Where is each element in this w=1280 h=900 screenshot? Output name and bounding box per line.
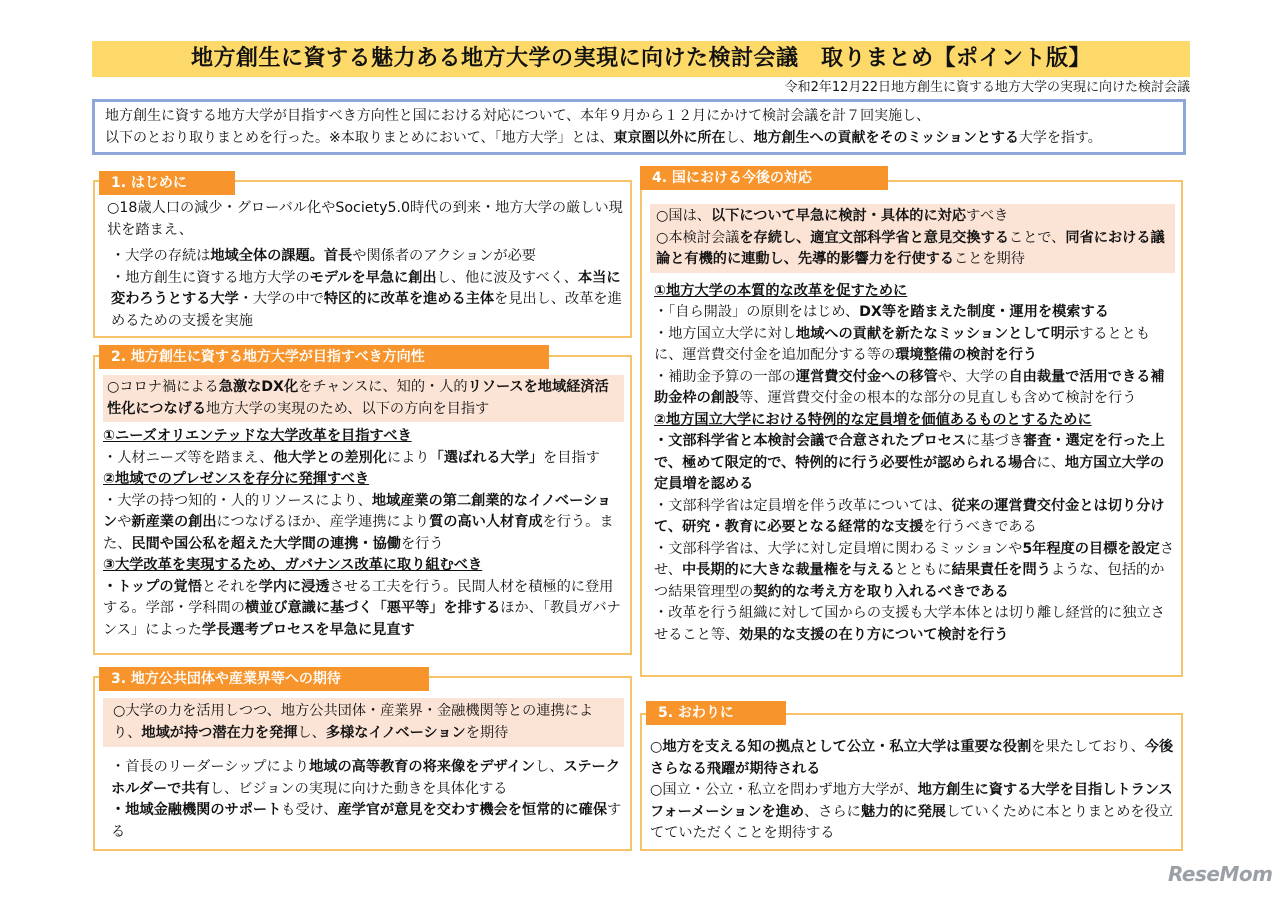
text: ○大学の力を活用しつつ、地方公共団体・産業界・金融機関等との連携により、 <box>113 703 594 741</box>
page-subtitle: 令和2年12月22日地方創生に資する地方大学の実現に向けた検討会議 <box>784 80 1190 95</box>
bold-text: 。 <box>309 248 324 264</box>
bold-text: 「選ばれる大学」 <box>429 449 544 466</box>
intro-line-2 <box>105 127 1173 149</box>
section-1-lead: ○18歳人口の減少・グローバル化やSociety5.0時代の到来・地方大学の厳しい現状を踏まえ、 <box>107 200 623 238</box>
bold-text: 効果的な支援の在り方について検討を行う <box>739 626 1009 643</box>
text: につなげるほか、産学連携により <box>216 514 430 530</box>
bold-text: ・文部科学省と本検討会議で合意されたプロセス <box>654 433 967 449</box>
bold-text: を存続し、適宜文部科学省と意見交換する <box>739 229 1009 246</box>
section-2-body <box>103 375 624 641</box>
text: し、 <box>297 724 326 741</box>
section-3-bullet-2 <box>103 800 624 843</box>
section-4 <box>640 170 1183 677</box>
text: により <box>386 449 430 466</box>
section-3-bullet-1 <box>103 757 624 800</box>
bold-text: 地方創生に資する大学を目指しトランスフォーメーションを進め <box>650 782 1173 820</box>
text: し、 <box>535 759 564 775</box>
section-4-lead-2 <box>656 228 1169 271</box>
text: ・大学の持つ知的・人的リソースにより、 <box>103 492 372 509</box>
section-2-heading-3: ③大学改革を実現するため、ガバナンス改革に取り組むべき <box>103 557 483 573</box>
section-1-body <box>103 198 624 332</box>
section-1-bullet-1 <box>103 246 624 268</box>
text: させ、 <box>654 540 1175 578</box>
text: も受け、 <box>281 802 338 818</box>
text: ・地方国立大学に対し <box>654 325 796 342</box>
text: する <box>111 802 622 840</box>
text: ○本検討会議 <box>656 229 740 246</box>
section-4-item-4 <box>650 431 1175 496</box>
bold-text: ・トップの覚悟 <box>103 578 202 595</box>
bold-text: 急激なDX化 <box>218 379 299 395</box>
bold-text: 首長 <box>323 248 353 264</box>
section-5 <box>640 705 1183 851</box>
intro-bold: 東京圏以外に所在 <box>613 130 726 146</box>
text: とそれを <box>201 578 259 595</box>
text: ほか、「教員ガバナンス」によった <box>103 600 621 638</box>
text: 地方大学の実現のため、以下の方向を目指す <box>206 400 490 417</box>
bold-text: 運営費交付金への移管 <box>795 368 938 385</box>
bold-text: 今後さらなる飛躍が期待される <box>650 739 1174 777</box>
text: ・地方創生に資する地方大学の <box>111 269 310 286</box>
text: 、さらに <box>804 803 861 820</box>
bold-text: 特区的に改革を進める主体 <box>323 291 495 307</box>
text: ・文部科学省は定員増を伴う改革については、 <box>654 497 952 514</box>
text: ○国立・公立・私立を問わず地方大学が、 <box>650 782 918 798</box>
text: すべき <box>966 208 1009 224</box>
bold-text: 横並び意識に基づく「悪平等」を排する <box>244 600 501 616</box>
bold-text: 契約的な考え方を取り入れるべきである <box>753 583 1009 600</box>
bold-text: 地域の高等教育の将来像をデザイン <box>309 759 536 775</box>
bold-text: ステークホルダーで共有 <box>111 759 620 797</box>
section-2 <box>93 349 632 655</box>
text: ・首長のリーダーシップにより <box>111 759 310 775</box>
text: ような、包括的かつ結果管理型の <box>654 562 1165 600</box>
section-4-item-5 <box>650 496 1175 539</box>
text: や関係者のアクションが必要 <box>352 248 536 264</box>
section-4-header: 4. 国における今後の対応 <box>640 166 888 190</box>
bold-text: DX等を踏まえた制度・運用を模索する <box>859 304 1109 320</box>
bold-text: リソースを地域経済活性化につなげる <box>107 379 609 417</box>
text: ・大学の存続は <box>111 248 211 264</box>
bold-text: 新産業の創出 <box>131 514 217 530</box>
bold-text: 環境整備の検討を行う <box>895 347 1038 363</box>
section-2-header: 2. 地方創生に資する地方大学が目指すべき方向性 <box>99 345 549 369</box>
text: ・大学の中で <box>238 291 324 307</box>
text: させる工夫を行う。民間人材を積極的に登用する。学部・学科間の <box>103 578 614 616</box>
section-2-text-3 <box>103 577 624 642</box>
text: ・文部科学省は、大学に対し定員増に関わるミッションや <box>654 540 1023 557</box>
section-4-heading-1: ①地方大学の本質的な改革を促すために <box>654 282 908 299</box>
text: ことで、 <box>1008 229 1066 246</box>
text: 等、運営費交付金の根本的な部分の見直しも含めて検討を行う <box>739 390 1137 406</box>
section-4-item-1 <box>650 302 1175 324</box>
text: するとともに、運営費交付金を追加配分する等の <box>654 325 1151 363</box>
section-3-body <box>103 698 624 843</box>
bold-text: 審査・選定を行った上で、極めて限定的で、特例的に行う必要性が認められる場合 <box>654 433 1165 471</box>
text: を目指す <box>543 449 600 466</box>
text: していくために本とりまとめを役立てていただくことを期待する <box>650 803 1173 841</box>
text: を見出し、改革を進めるための支援を実施 <box>111 291 622 329</box>
bold-text: 地域産業の第二創業的なイノベーション <box>103 492 612 530</box>
bold-text: 学内に浸透 <box>258 578 330 595</box>
section-5-header: 5. おわりに <box>646 701 786 725</box>
section-5-line-2 <box>650 780 1175 845</box>
text: を行う <box>400 535 444 552</box>
text: や、大学の <box>937 368 1009 385</box>
text: ことを期待 <box>953 251 1025 267</box>
text: ・改革を行う組織に対して国からの支援も大学本体とは切り離し経営的に独立させること等、 <box>654 605 1165 643</box>
section-2-heading-1: ①ニーズオリエンテッドな大学改革を目指すべき <box>103 428 412 444</box>
bold-text: 以下について早急に検討・具体的に対応 <box>710 208 967 224</box>
section-2-text-1 <box>103 448 624 470</box>
bold-text: 地域全体の課題 <box>210 248 310 264</box>
text: をチャンスに、知的・人的 <box>298 379 468 395</box>
text: に、 <box>1036 454 1065 471</box>
text: ○ <box>650 739 663 755</box>
section-4-item-3 <box>650 367 1175 410</box>
bold-text: 自由裁量で活用できる補助金枠の創設 <box>654 368 1165 406</box>
bold-text: 民間や国公私を超えた大学間の連携・協働 <box>131 535 401 552</box>
section-4-heading-2: ②地方国立大学における特例的な定員増を価値あるものとするために <box>654 411 1092 428</box>
text: ・「自ら開設」の原則をはじめ、 <box>654 304 860 320</box>
intro-text: 大学を指す。 <box>1018 130 1102 146</box>
bold-text: 産学官が意見を交わす機会を恒常的に確保 <box>337 802 608 818</box>
text: を果たしており、 <box>1031 739 1145 755</box>
bold-text: 学長選考プロセスを早急に見直す <box>201 621 415 638</box>
text: ・人材ニーズ等を踏まえ、 <box>103 449 274 466</box>
section-4-item-6 <box>650 539 1175 604</box>
bold-text: 地域への貢献を新たなミッションとして明示 <box>795 325 1080 342</box>
text: を行うべきである <box>923 519 1037 535</box>
text: を期待 <box>465 724 509 741</box>
bold-text: 5年程度の目標を設定 <box>1022 540 1160 557</box>
bold-text: 多様なイノベーション <box>325 724 466 741</box>
resemom-logo: ReseMom <box>1168 862 1273 886</box>
section-1-bullet-2 <box>103 268 624 333</box>
section-3-lead <box>103 698 624 747</box>
section-4-body <box>650 204 1175 646</box>
bold-text: 地域が持つ潜在力を発揮 <box>141 724 298 741</box>
section-4-lead-1 <box>656 206 1169 228</box>
text: や <box>117 514 132 530</box>
bold-text: 同省における議論と有機的に連動し、先導的影響力を行使する <box>656 229 1165 267</box>
text: に基づき <box>966 433 1023 449</box>
bold-text: 地方国立大学の定員増を認める <box>654 454 1165 492</box>
bold-text: 他大学との差別化 <box>273 449 387 466</box>
intro-text: 以下のとおり取りまとめを行った。※本取りまとめにおいて、「地方大学」とは、 <box>105 130 614 146</box>
intro-box <box>92 99 1186 155</box>
text: を行う。また、 <box>103 514 614 552</box>
text: ○コロナ禍による <box>107 379 219 395</box>
text: ○国は、 <box>656 208 711 224</box>
section-1-header: 1. はじめに <box>99 171 235 195</box>
intro-line-1: 地方創生に資する地方大学が目指すべき方向性と国における対応について、本年９月から１２月にかけて検討会議を計７回実施し、 <box>105 108 931 124</box>
section-2-text-2 <box>103 491 624 556</box>
section-3-header: 3. 地方公共団体や産業界等への期待 <box>99 667 429 691</box>
section-4-item-7 <box>650 603 1175 646</box>
section-5-body <box>650 737 1175 845</box>
intro-bold: 地方創生への貢献をそのミッションとする <box>753 130 1019 146</box>
bold-text: 本当に変わろうとする大学 <box>111 269 621 307</box>
bold-text: 中長期的に大きな裁量権を与える <box>681 562 895 578</box>
bold-text: ・地域金融機関のサポート <box>111 802 282 818</box>
intro-text: し、 <box>725 130 754 146</box>
text: し、ビジョンの実現に向けた動きを具体化する <box>209 780 508 797</box>
text: ・補助金予算の一部の <box>654 368 796 385</box>
section-2-lead <box>103 375 624 422</box>
section-2-heading-2: ②地域でのプレゼンスを存分に発揮すべき <box>103 471 370 487</box>
section-3 <box>93 671 632 851</box>
bold-text: モデルを早急に創出 <box>309 269 437 286</box>
section-4-lead <box>650 204 1175 273</box>
bold-text: 質の高い人材育成 <box>429 514 543 530</box>
section-5-line-1 <box>650 737 1175 780</box>
bold-text: 結果責任を問う <box>951 562 1051 578</box>
bold-text: 魅力的に発展 <box>860 803 946 820</box>
section-1 <box>93 175 632 338</box>
section-4-item-2 <box>650 324 1175 367</box>
bold-text: 地方を支える知の拠点として公立・私立大学は重要な役割 <box>662 739 1032 755</box>
page-title: 地方創生に資する魅力ある地方大学の実現に向けた検討会議 取りまとめ【ポイント版】 <box>92 41 1190 77</box>
text: し、他に波及すべく、 <box>436 269 578 286</box>
text: とともに <box>894 562 952 578</box>
bold-text: 従来の運営費交付金とは切り分けて、研究・教育に必要となる経常的な支援 <box>654 497 1165 535</box>
